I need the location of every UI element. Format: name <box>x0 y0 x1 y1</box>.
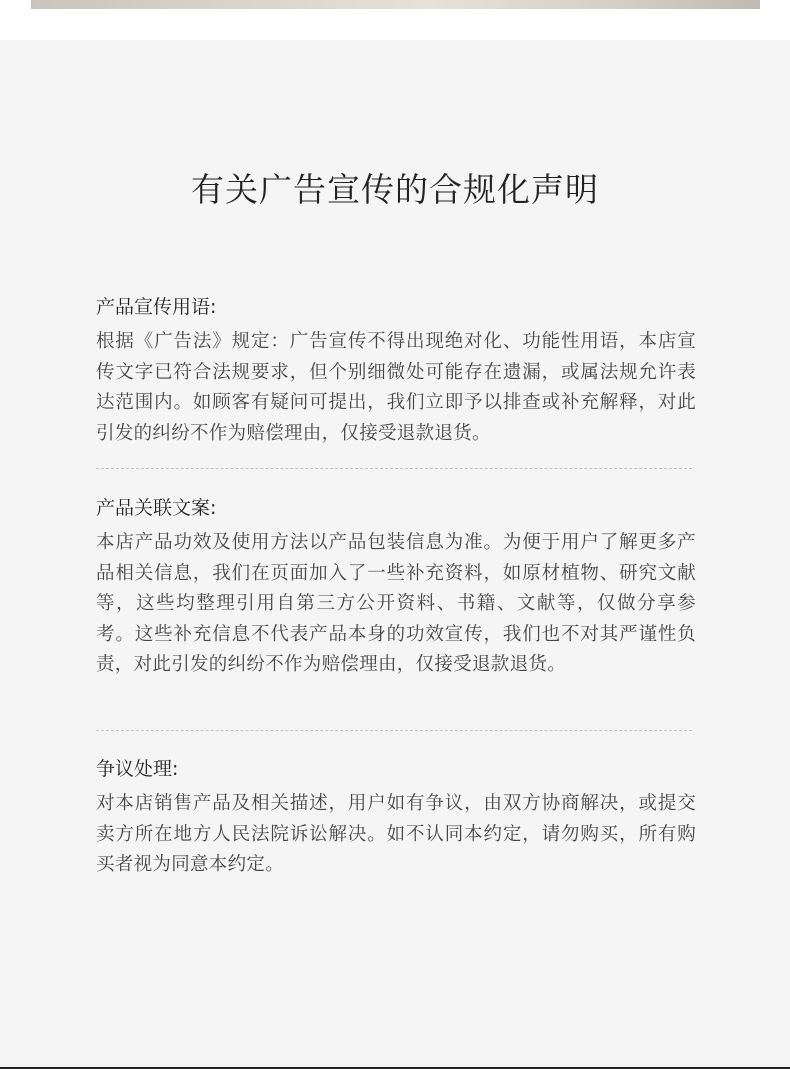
section-dispute-resolution <box>96 757 696 881</box>
section-related-copy <box>96 496 696 681</box>
page-title: 有关广告宣传的合规化声明 <box>191 170 599 209</box>
section-heading: 产品关联文案: <box>96 497 217 519</box>
section-promotional-wording <box>96 295 696 449</box>
section-heading: 争议处理: <box>96 758 179 780</box>
section-heading: 产品宣传用语: <box>96 296 217 318</box>
dashed-divider <box>96 468 692 469</box>
section-body: 根据《广告法》规定：广告宣传不得出现绝对化、功能性用语，本店宣传文字已符合法规要求，但个别细微处可能存在遗漏，或属法规允许表达范围内。如顾客有疑问可提出，我们立即予以排查或补充解释，对此引发的纠纷不作为赔偿理由，仅接受退款退货。 <box>96 331 696 444</box>
section-body: 对本店销售产品及相关描述，用户如有争议，由双方协商解决，或提交卖方所在地方人民法院诉讼解决。如不认同本约定，请勿购买，所有购买者视为同意本约定。 <box>96 793 696 875</box>
product-image-bottom-edge <box>31 0 760 9</box>
dashed-divider <box>96 730 692 731</box>
section-body: 本店产品功效及使用方法以产品包装信息为准。为便于用户了解更多产品相关信息，我们在页面加入了一些补充资料，如原材植物、研究文献等，这些均整理引用自第三方公开资料、书籍、文献等，仅做分享参考。这些补充信息不代表产品本身的功效宣传，我们也不对其严谨性负责，对此引发的纠纷不作为赔偿理由，仅接受退款退货。 <box>96 532 696 675</box>
